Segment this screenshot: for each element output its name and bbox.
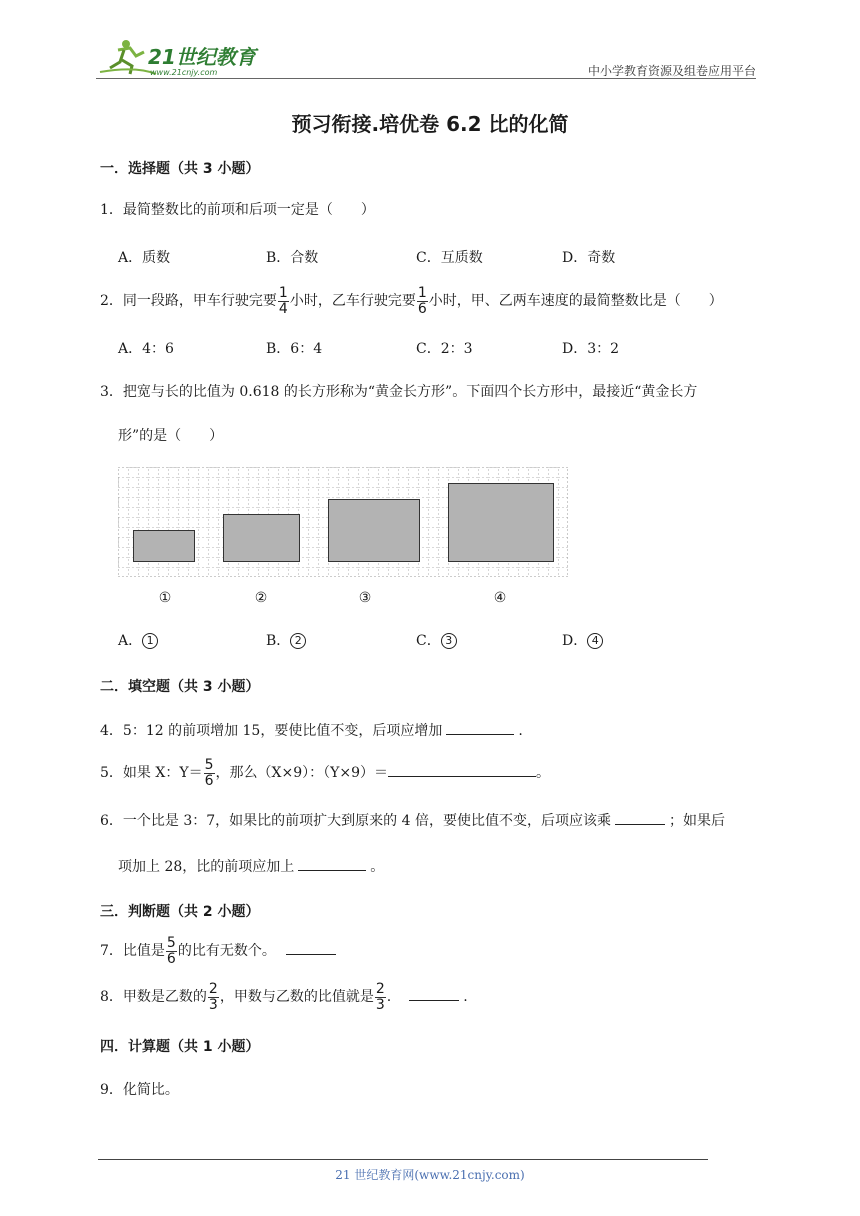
q7-answer-blank[interactable] — [286, 940, 336, 955]
question-3-line-2: 形”的是（ ） — [118, 428, 224, 444]
rectangle-1 — [133, 530, 195, 562]
q8-text-end: . — [463, 989, 468, 1005]
question-4 — [100, 720, 523, 741]
q1-option-b: B．合数 — [266, 250, 319, 266]
q8-text-mid: ，甲数与乙数的比值就是 — [219, 989, 374, 1005]
q8-f1-num: 2 — [208, 980, 218, 997]
q1-option-a: A．质数 — [118, 250, 171, 266]
rectangle-2 — [223, 514, 300, 562]
q2-f2-num: 1 — [417, 284, 427, 301]
q3-option-a-letter: A． — [118, 633, 143, 649]
q5-fraction — [204, 758, 215, 789]
footer-link[interactable]: 21 世纪教育网(www.21cnjy.com) — [335, 1168, 525, 1182]
question-1: 1．最简整数比的前项和后项一定是（ ） — [100, 202, 375, 218]
q6-answer-blank-1[interactable] — [615, 810, 665, 825]
q2-option-b: B．6：4 — [266, 341, 323, 357]
q8-text-pre: 8．甲数是乙数的 — [100, 989, 207, 1005]
q7-f-den: 6 — [166, 950, 176, 967]
q2-fraction-1 — [278, 286, 289, 317]
question-3-line-1: 3．把宽与长的比值为 0.618 的长方形称为“黄金长方形”。下面四个长方形中，最接近“黄金长方 — [100, 384, 698, 400]
q6-text-2: ；如果后 — [668, 813, 725, 829]
q8-f2-den: 3 — [375, 996, 385, 1013]
q2-fraction-2 — [417, 286, 428, 317]
q1-option-d: D．奇数 — [562, 250, 616, 266]
q7-f-num: 5 — [166, 934, 176, 951]
q2-option-c: C．2：3 — [416, 341, 473, 357]
q3-option-b-circle: 2 — [290, 633, 306, 649]
logo-text: 21世纪教育 — [148, 45, 256, 69]
question-8 — [100, 980, 468, 1014]
q6-answer-blank-2[interactable] — [298, 856, 366, 871]
header-divider — [96, 78, 756, 79]
rectangle-3 — [328, 499, 420, 562]
q2-text-mid: 小时，乙车行驶完要 — [289, 293, 416, 309]
q8-f1-den: 3 — [208, 996, 218, 1013]
section-heading-4: 四．计算题（共 1 小题） — [100, 1039, 260, 1055]
q5-f-num: 5 — [204, 756, 214, 773]
platform-name: 中小学教育资源及组卷应用平台 — [587, 64, 756, 78]
q4-text: 4．5：12 的前项增加 15，要使比值不变，后项应增加 — [100, 723, 443, 739]
q8-f2-num: 2 — [375, 980, 385, 997]
q2-option-a: A．4：6 — [118, 341, 174, 357]
q5-f-den: 6 — [204, 772, 214, 789]
q3-option-a-circle: 1 — [142, 633, 158, 649]
question-2 — [100, 284, 723, 318]
q7-text-pre: 7．比值是 — [100, 943, 165, 959]
q6-text-1: 6．一个比是 3：7，如果比的前项扩大到原来的 4 倍，要使比值不变，后项应该乘 — [100, 813, 611, 829]
q6-text-3: 项加上 28，比的前项应加上 — [118, 859, 295, 875]
q3-option-b-letter: B． — [266, 633, 291, 649]
q3-option-c-circle: 3 — [441, 633, 457, 649]
q2-f2-den: 6 — [417, 300, 427, 317]
q2-option-d: D．3：2 — [562, 341, 620, 357]
q5-text-post: ，那么（X×9）：（Y×9）＝ — [215, 765, 388, 781]
q3-option-d-circle: 4 — [587, 633, 603, 649]
q5-answer-blank[interactable] — [388, 762, 536, 777]
q8-answer-blank[interactable] — [409, 986, 459, 1001]
question-6-line-1 — [100, 810, 725, 831]
rect-label-4: ④ — [493, 590, 507, 606]
q7-fraction — [166, 936, 177, 967]
q5-text-end: 。 — [535, 765, 550, 781]
q4-text-post: . — [518, 723, 523, 739]
q2-text-pre: 2．同一段路，甲车行驶完要 — [100, 293, 277, 309]
rect-label-3: ③ — [358, 590, 372, 606]
q5-text-pre: 5．如果 X：Y＝ — [100, 765, 203, 781]
q1-option-c: C．互质数 — [416, 250, 483, 266]
rect-label-1: ① — [158, 590, 172, 606]
question-9: 9．化简比。 — [100, 1082, 179, 1098]
q3-option-a — [118, 630, 158, 650]
rect-label-2: ② — [254, 590, 268, 606]
q2-f1-num: 1 — [278, 284, 288, 301]
q3-option-d-letter: D． — [562, 633, 588, 649]
question-5 — [100, 756, 550, 790]
section-heading-3: 三．判断题（共 2 小题） — [100, 904, 260, 920]
question-6-line-2 — [118, 856, 384, 877]
q8-text-post: . — [386, 989, 392, 1005]
section-heading-1: 一．选择题（共 3 小题） — [100, 161, 260, 177]
q8-fraction-1 — [208, 982, 219, 1013]
q4-answer-blank[interactable] — [446, 720, 514, 735]
q7-text-post: 的比有无数个。 — [177, 943, 276, 959]
page-title: 预习衔接.培优卷 6.2 比的化简 — [291, 112, 569, 136]
logo-url: www.21cnjy.com — [150, 68, 218, 77]
logo — [96, 38, 266, 78]
q2-text-post: 小时，甲、乙两车速度的最简整数比是（ ） — [428, 293, 723, 309]
q3-option-c — [416, 630, 457, 650]
q8-fraction-2 — [375, 982, 386, 1013]
q2-f1-den: 4 — [278, 300, 288, 317]
q3-option-b — [266, 630, 306, 650]
q3-option-c-letter: C． — [416, 633, 441, 649]
rectangle-4 — [448, 483, 554, 562]
footer-divider — [98, 1159, 708, 1160]
question-7 — [100, 934, 340, 968]
section-heading-2: 二．填空题（共 3 小题） — [100, 679, 260, 695]
q3-option-d — [562, 630, 603, 650]
q6-text-4: 。 — [370, 859, 385, 875]
runner-logo-icon — [96, 38, 266, 78]
